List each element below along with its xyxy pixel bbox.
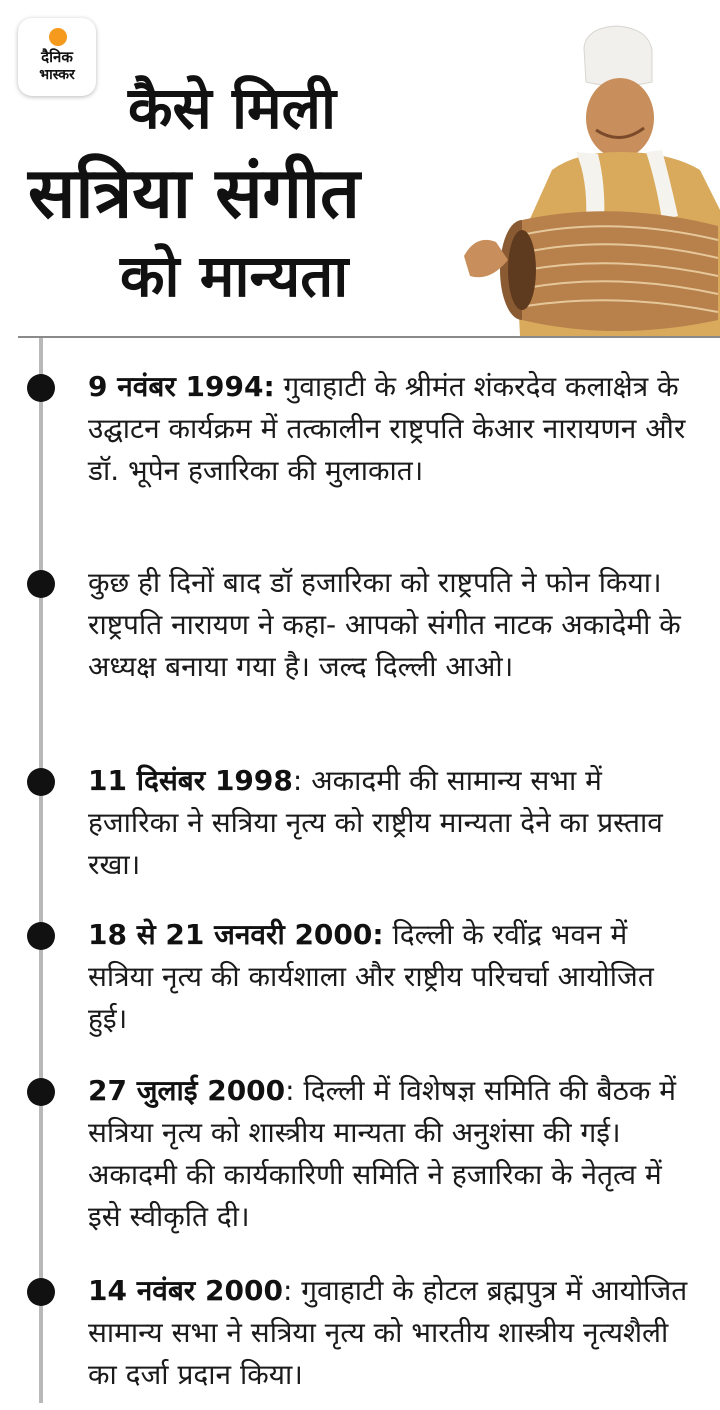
timeline-dot — [27, 768, 55, 796]
headline-line1: कैसे मिली — [128, 74, 336, 142]
entry-text: कुछ ही दिनों बाद डॉ हजारिका को राष्ट्रपति ने फोन किया। राष्ट्रपति नारायण ने कहा- आपको संगीत नाटक अकादेमी के अध्यक्ष बनाया गया है। जल्द दिल्ली आओ। — [88, 566, 681, 683]
timeline-dot — [27, 922, 55, 950]
timeline-entry — [88, 366, 688, 492]
timeline-dot — [27, 1078, 55, 1106]
timeline-entry — [88, 1070, 688, 1238]
entry-text: : दिल्ली में विशेषज्ञ समिति की बैठक में सत्रिया नृत्य को शास्त्रीय मान्यता की अनुशंसा की गई। अकादमी की कार्यकारिणी समिति ने हजारिका के नेतृत्व में इसे स्वीकृति दी। — [88, 1074, 677, 1233]
timeline-dot — [27, 374, 55, 402]
entry-date: 11 दिसंबर 1998 — [88, 764, 293, 797]
entry-text: दिल्ली के रवींद्र भवन में सत्रिया नृत्य की कार्यशाला और राष्ट्रीय परिचर्चा आयोजित हुई। — [88, 918, 654, 1035]
timeline-dot — [27, 1278, 55, 1306]
drummer-photo — [456, 20, 720, 336]
logo-text-line2: भास्कर — [39, 67, 75, 83]
timeline-entry — [88, 914, 688, 1040]
entry-date: 27 जुलाई 2000 — [88, 1074, 286, 1107]
entry-text: : अकादमी की सामान्य सभा में हजारिका ने सत्रिया नृत्य को राष्ट्रीय मान्यता देने का प्रस्ताव रखा। — [88, 764, 663, 881]
entry-date: 18 से 21 जनवरी 2000: — [88, 918, 384, 951]
entry-date: 9 नवंबर 1994: — [88, 370, 275, 403]
logo-text-line1: दैनिक — [41, 48, 73, 66]
entry-date: 14 नवंबर 2000 — [88, 1274, 283, 1307]
sun-dot-icon — [49, 28, 67, 46]
headline-line2: सत्रिया संगीत — [28, 152, 360, 234]
entry-text: : गुवाहाटी के होटल ब्रह्मपुत्र में आयोजित सामान्य सभा ने सत्रिया नृत्य को भारतीय शास्त्रीय नृत्यशैली का दर्जा प्रदान किया। — [88, 1274, 688, 1391]
entry-text: गुवाहाटी के श्रीमंत शंकरदेव कलाक्षेत्र के उद्घाटन कार्यक्रम में तत्कालीन राष्ट्रपति केआर नारायणन और डॉ. भूपेन हजारिका की मुलाकात। — [88, 370, 686, 487]
dainik-bhaskar-logo — [18, 18, 96, 96]
timeline-entry — [88, 562, 688, 688]
timeline-dot — [27, 570, 55, 598]
header-divider — [18, 336, 720, 338]
timeline-line — [39, 338, 43, 1403]
timeline-entry — [88, 1270, 688, 1396]
timeline-entry — [88, 760, 688, 886]
headline-line3: को मान्यता — [120, 242, 349, 310]
